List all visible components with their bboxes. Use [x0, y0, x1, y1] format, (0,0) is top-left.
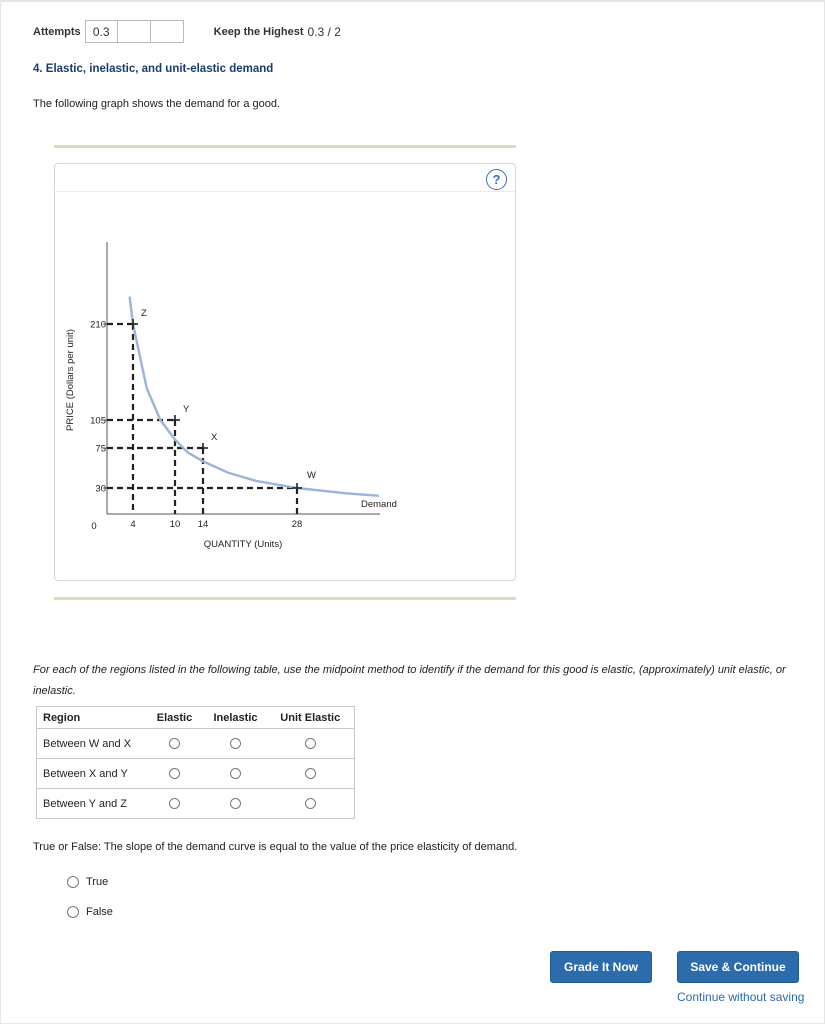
y-tick-label-210: 210	[90, 319, 106, 331]
true-false-question: True or False: The slope of the demand curve is equal to the value of the price elasticity of demand.	[33, 841, 518, 853]
help-icon[interactable]: ?	[486, 169, 507, 190]
cell-w-x-unit-elastic	[267, 729, 355, 759]
cell-y-z-elastic	[145, 789, 205, 819]
point-label-x: X	[211, 432, 218, 443]
radio-y-z-elastic[interactable]	[169, 798, 180, 809]
cell-x-y-inelastic	[205, 759, 267, 789]
cell-y-z-unit-elastic	[267, 789, 355, 819]
radio-x-y-unit-elastic[interactable]	[305, 768, 316, 779]
radio-true[interactable]	[67, 876, 79, 888]
x-tick-label-14: 14	[197, 519, 209, 530]
chart-marks	[90, 297, 379, 530]
x-tick-label-4: 4	[130, 519, 136, 530]
divider-top	[54, 145, 516, 148]
y-tick-label-105: 105	[90, 415, 106, 427]
attempt-score-2	[118, 20, 151, 43]
cell-x-y-unit-elastic	[267, 759, 355, 789]
x-tick-label-28: 28	[291, 519, 303, 530]
radio-x-y-elastic[interactable]	[169, 768, 180, 779]
keep-highest-label: Keep the Highest	[213, 25, 304, 38]
cell-x-y-elastic	[145, 759, 205, 789]
graph-panel	[54, 163, 516, 581]
radio-false[interactable]	[67, 906, 79, 918]
grade-it-now-button[interactable]: Grade It Now	[550, 951, 652, 983]
table-row	[37, 789, 355, 819]
row-label-x-y: Between X and Y	[37, 759, 145, 789]
elasticity-table	[36, 706, 355, 819]
column-header-elastic: Elastic	[156, 711, 193, 724]
point-label-z: Z	[141, 308, 147, 319]
option-false-label: False	[86, 906, 113, 918]
row-label-w-x: Between W and X	[37, 729, 145, 759]
radio-w-x-unit-elastic[interactable]	[305, 738, 316, 749]
table-row	[37, 759, 355, 789]
x-axis-label: QUANTITY (Units)	[203, 539, 283, 550]
cell-w-x-elastic	[145, 729, 205, 759]
attempts-bar	[33, 20, 341, 43]
cell-w-x-inelastic	[205, 729, 267, 759]
table-instructions: For each of the regions listed in the following table, use the midpoint method to identify if the demand for this good is elastic, (approximately) unit elastic, or inelastic.	[33, 664, 786, 697]
option-true[interactable]	[67, 876, 108, 888]
attempt-score-1: 0.3	[85, 20, 118, 43]
table-header-row	[37, 707, 355, 729]
option-true-label: True	[86, 876, 109, 888]
radio-w-x-elastic[interactable]	[169, 738, 180, 749]
radio-y-z-unit-elastic[interactable]	[305, 798, 316, 809]
divider-bottom	[54, 597, 516, 600]
save-continue-button[interactable]: Save & Continue	[677, 951, 799, 983]
point-label-y: Y	[183, 404, 190, 415]
cell-y-z-inelastic	[205, 789, 267, 819]
y-tick-label-30: 30	[95, 483, 106, 495]
question-intro: The following graph shows the demand for a good.	[33, 98, 281, 110]
row-label-y-z: Between Y and Z	[37, 789, 145, 819]
option-false[interactable]	[67, 906, 113, 918]
radio-x-y-inelastic[interactable]	[230, 768, 241, 779]
radio-y-z-inelastic[interactable]	[230, 798, 241, 809]
demand-curve	[130, 297, 379, 496]
x-tick-label-10: 10	[169, 519, 181, 530]
table-row	[37, 729, 355, 759]
attempts-label: Attempts	[33, 25, 81, 38]
demand-curve-label: Demand	[361, 499, 397, 510]
column-header-inelastic: Inelastic	[213, 711, 258, 724]
question-title: 4. Elastic, inelastic, and unit-elastic demand	[33, 63, 274, 75]
continue-without-saving-link[interactable]: Continue without saving	[677, 990, 805, 1004]
y-tick-label-75: 75	[95, 443, 106, 455]
radio-w-x-inelastic[interactable]	[230, 738, 241, 749]
demand-chart	[55, 164, 515, 580]
point-label-w: W	[307, 470, 316, 481]
y-axis-label: PRICE (Dollars per unit)	[65, 329, 76, 431]
column-header-region: Region	[43, 711, 81, 724]
keep-highest-score: 0.3 / 2	[307, 24, 341, 39]
attempt-score-3	[151, 20, 184, 43]
origin-label: 0	[91, 521, 97, 532]
column-header-unit-elastic: Unit Elastic	[280, 711, 341, 724]
